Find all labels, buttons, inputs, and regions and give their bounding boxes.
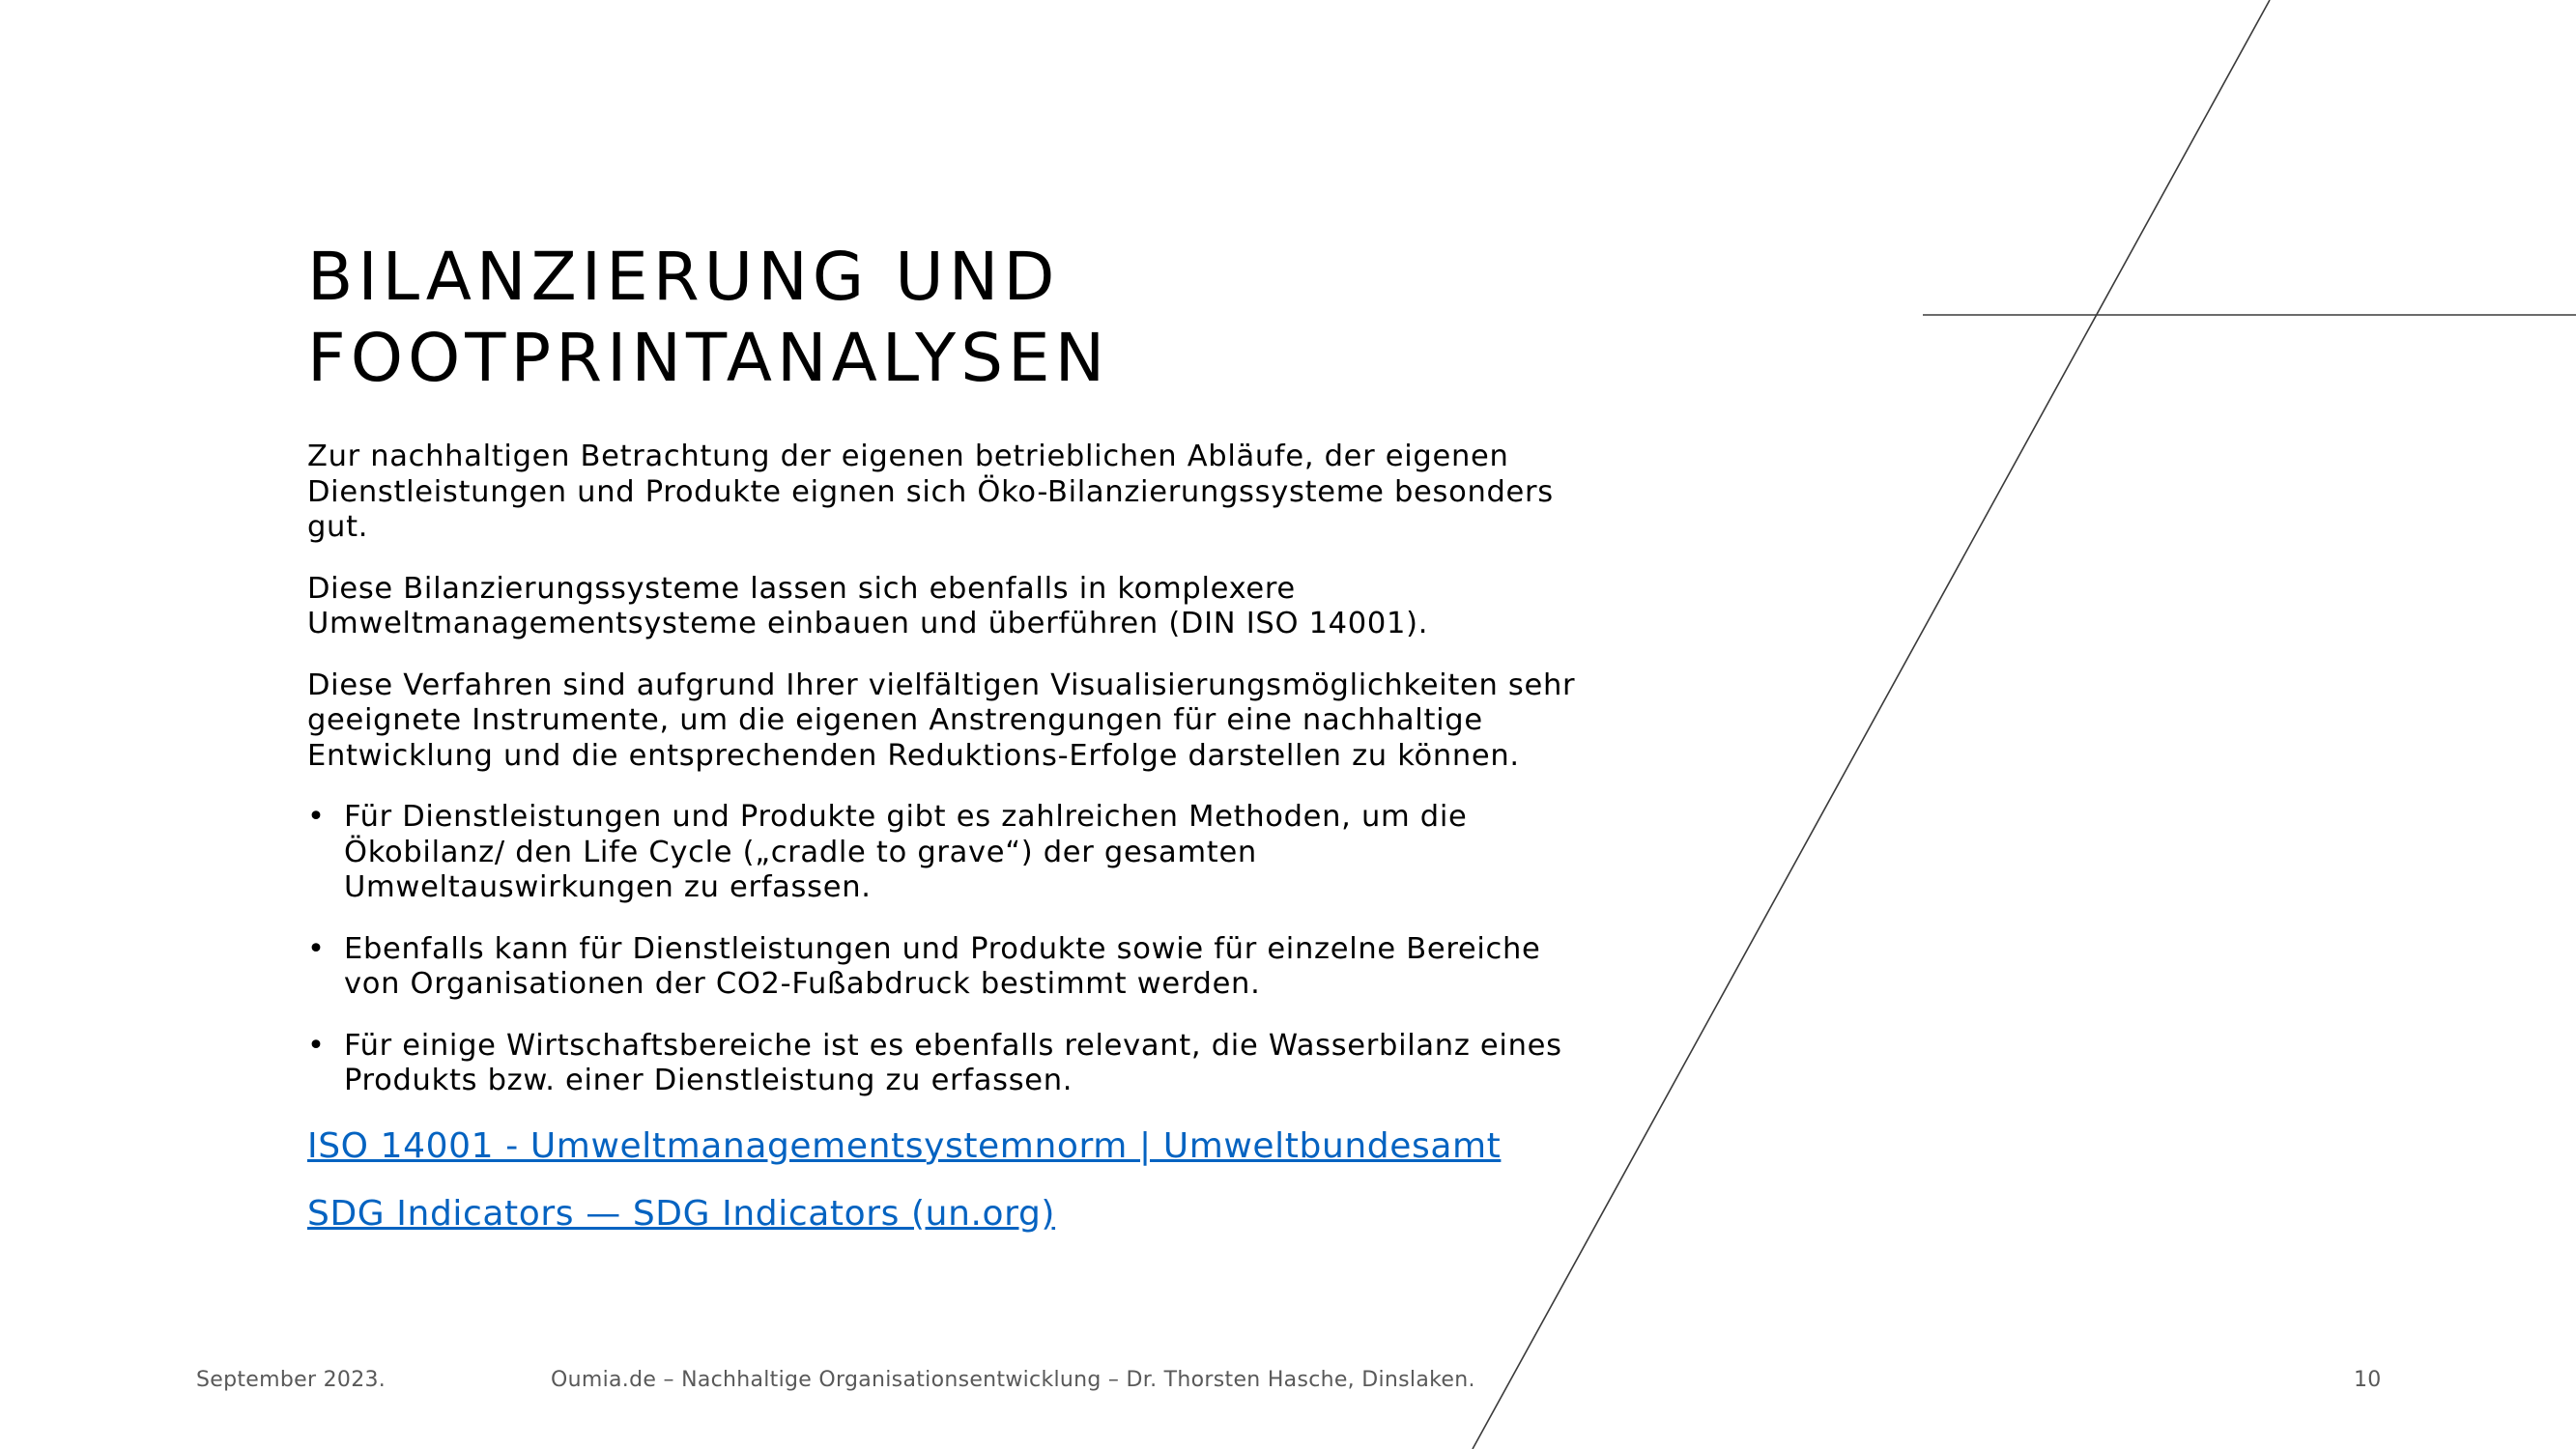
bullet-item [307, 1029, 1592, 1099]
title-line-1: BILANZIERUNG UND [307, 239, 1060, 316]
footer-date: September 2023. [196, 1368, 386, 1392]
iso-14001-link[interactable]: ISO 14001 - Umweltmanagementsystemnorm | Umweltbundesamt [307, 1125, 1502, 1166]
bullet-text: Für Dienstleistungen und Produkte gibt es zahlreichen Methoden, um die Ökobilanz/ den Life Cycle („cradle to grave“) der gesamten Umweltauswirkungen zu erfassen. [344, 800, 1468, 904]
bullet-text: Für einige Wirtschaftsbereiche ist es ebenfalls relevant, die Wasserbilanz eines Produkts bzw. einer Dienstleistung zu erfassen. [344, 1028, 1562, 1097]
paragraph-1: Zur nachhaltigen Betrachtung der eigenen betrieblichen Abläufe, der eigenen Dienstleistungen und Produkte eignen sich Öko-Bilanzierungssysteme besonders gut. [307, 440, 1554, 544]
bullet-item [307, 800, 1592, 906]
paragraph-3: Diese Verfahren sind aufgrund Ihrer vielfältigen Visualisierungsmöglichkeiten sehr geeignete Instrumente, um die eigenen Anstrengungen für eine nachhaltige Entwicklung und die entsprechenden Reduktions-Erfolge darstellen zu können. [307, 668, 1576, 773]
bullet-text: Ebenfalls kann für Dienstleistungen und Produkte sowie für einzelne Bereiche von Organisationen der CO2-Fußabdruck bestimmt werden. [344, 931, 1541, 1001]
paragraph-2: Diese Bilanzierungssysteme lassen sich ebenfalls in komplexere Umweltmanagementsysteme einbauen und überführen (DIN ISO 14001). [307, 571, 1429, 640]
bullet-list [307, 800, 1592, 1099]
page-number: 10 [2354, 1368, 2382, 1392]
bullet-marker: • [307, 931, 326, 966]
slide-body [307, 440, 1592, 1261]
bullet-marker: • [307, 800, 326, 834]
sdg-indicators-link[interactable]: SDG Indicators — SDG Indicators (un.org) [307, 1193, 1056, 1234]
bullet-marker: • [307, 1028, 326, 1063]
footer-text: Oumia.de – Nachhaltige Organisationsentwicklung – Dr. Thorsten Hasche, Dinslaken. [551, 1368, 1475, 1392]
slide-title [307, 237, 1563, 399]
title-line-2: FOOTPRINTANALYSEN [307, 320, 1110, 397]
bullet-item [307, 932, 1592, 1003]
